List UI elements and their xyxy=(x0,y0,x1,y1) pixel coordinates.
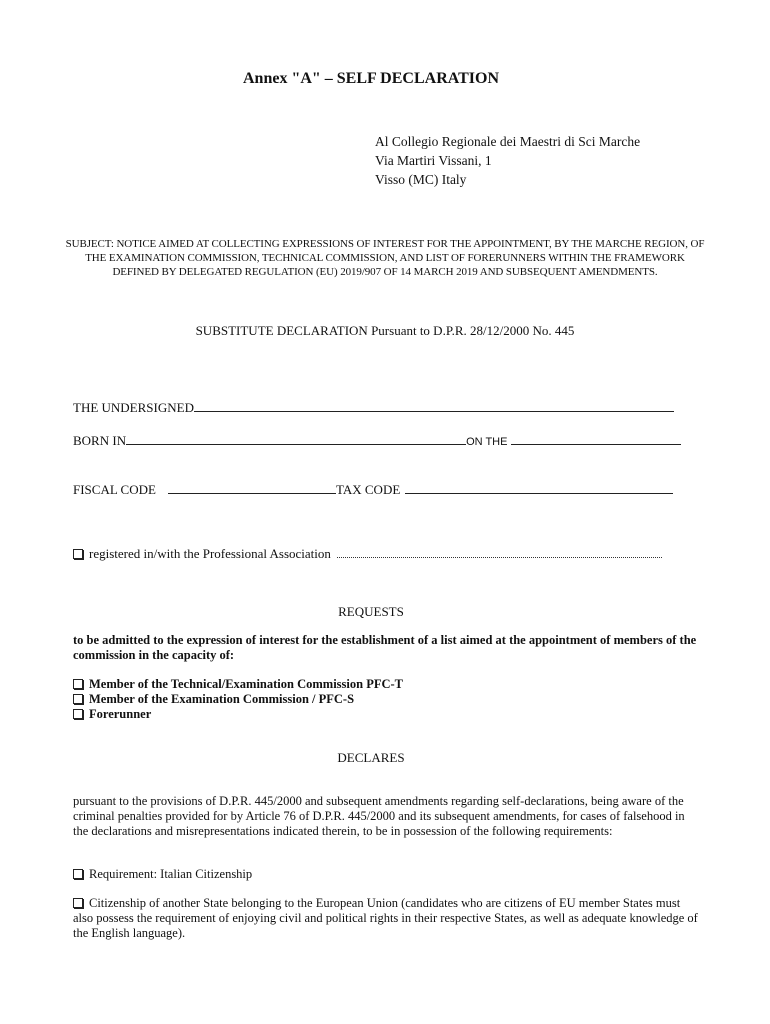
professional-association-field[interactable] xyxy=(337,546,662,558)
forerunner-checkbox[interactable] xyxy=(73,709,83,719)
declares-paragraph: pursuant to the provisions of D.P.R. 445/2000 and subsequent amendments regarding self-declarations, being aware of the criminal penalties provided for by Article 76 of D.P.R. 445/2000 and its subsequent amendments, for cases of falsehood in the declarations and misrepresentations indicated therein, to be in possession of the following requirements: xyxy=(73,794,685,838)
requirement-label: Requirement: Italian Citizenship xyxy=(89,867,253,881)
subject-paragraph: SUBJECT: NOTICE AIMED AT COLLECTING EXPRESSIONS OF INTEREST FOR THE APPOINTMENT, BY THE MARCHE REGION, OF THE EXAMINATION COMMISSION, TECHNICAL COMMISSION, AND LIST OF FORERUNNERS WITHIN THE FRAMEWORK DEFINED BY DELEGATED REGULATION (EU) 2019/907 OF 14 MARCH 2019 AND SUBSEQUENT AMENDMENTS. xyxy=(65,238,705,278)
undersigned-row xyxy=(73,400,674,416)
born-in-field[interactable] xyxy=(126,433,466,445)
declares-heading: DECLARES xyxy=(337,750,405,765)
technical-commission-checkbox[interactable] xyxy=(73,679,83,689)
recipient-line-3: Visso (MC) Italy xyxy=(375,172,467,187)
page-title: Annex "A" – SELF DECLARATION xyxy=(242,70,500,87)
substitute-declaration: SUBSTITUTE DECLARATION Pursuant to D.P.R. 28/12/2000 No. 445 xyxy=(195,323,575,338)
recipient-line-1: Al Collegio Regionale dei Maestri di Sci Marche xyxy=(375,134,641,149)
on-the-label: ON THE xyxy=(466,436,508,448)
option-label: Forerunner xyxy=(89,707,152,721)
recipient-line-2: Via Martiri Vissani, 1 xyxy=(375,153,492,168)
eu-citizenship-checkbox[interactable] xyxy=(73,898,83,908)
requirement-eu xyxy=(73,896,703,941)
option-label: Member of the Examination Commission / PFC-S xyxy=(89,692,355,706)
birth-date-field[interactable] xyxy=(511,433,681,445)
born-in-label: BORN IN xyxy=(73,433,127,448)
undersigned-label: THE UNDERSIGNED xyxy=(73,400,194,415)
registered-label: registered in/with the Professional Association xyxy=(89,546,331,561)
option-examination-commission xyxy=(73,692,354,707)
codes-row xyxy=(73,482,673,498)
italian-citizenship-checkbox[interactable] xyxy=(73,869,83,879)
tax-code-label: TAX CODE xyxy=(335,482,401,497)
registered-row xyxy=(73,546,662,562)
requests-heading: REQUESTS xyxy=(338,604,404,619)
undersigned-field[interactable] xyxy=(194,400,674,412)
option-label: Member of the Technical/Examination Commission PFC-T xyxy=(89,677,404,691)
requests-paragraph: to be admitted to the expression of interest for the establishment of a list aimed at the appointment of members of the commission in the capacity of: xyxy=(73,633,697,662)
option-forerunner xyxy=(73,707,151,722)
requirement-italian xyxy=(73,867,252,882)
requirement-label: Citizenship of another State belonging to the European Union (candidates who are citizens of EU member States must also possess the requirement of enjoying civil and political rights in their respective States, as well as adequate knowledge of the English language). xyxy=(73,896,698,940)
option-technical-commission xyxy=(73,677,403,692)
tax-code-field[interactable] xyxy=(405,482,673,494)
born-row xyxy=(73,433,681,449)
examination-commission-checkbox[interactable] xyxy=(73,694,83,704)
fiscal-code-label: FISCAL CODE xyxy=(73,482,156,497)
fiscal-code-field[interactable] xyxy=(168,482,336,494)
registered-checkbox[interactable] xyxy=(73,549,83,559)
